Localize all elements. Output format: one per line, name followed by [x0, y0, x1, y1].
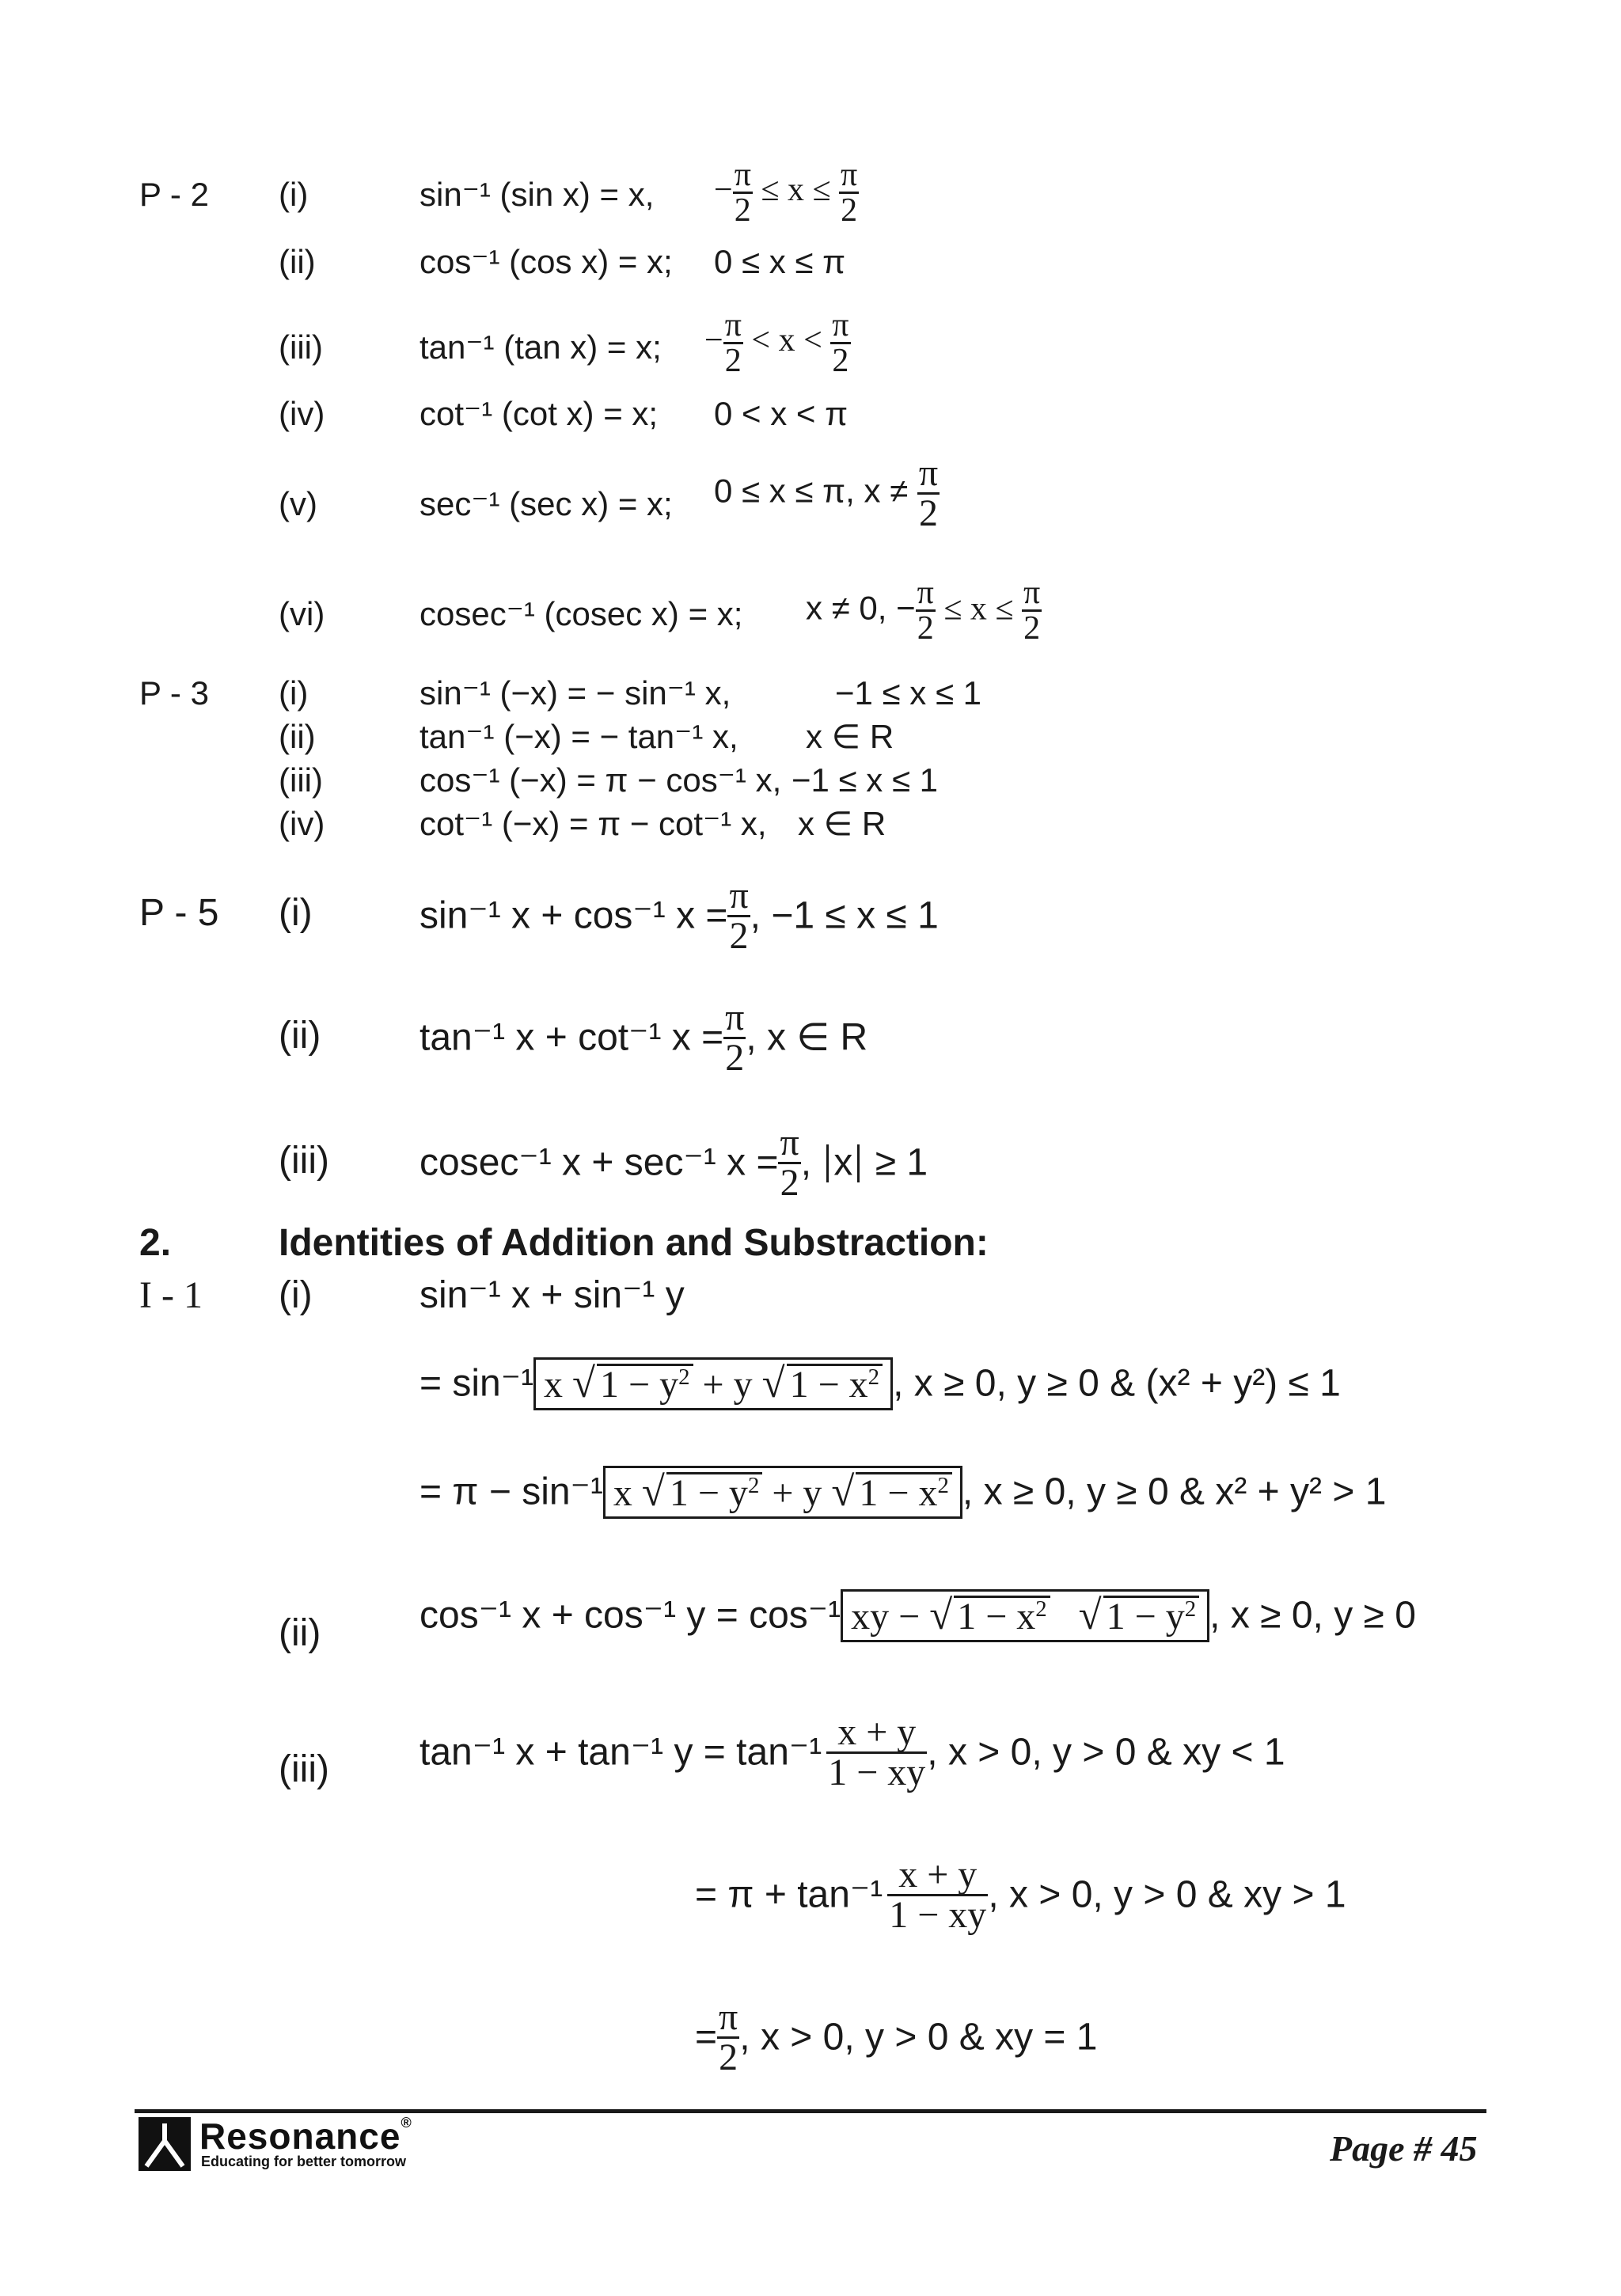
identity-equation: sin⁻¹ x + sin⁻¹ y: [419, 1274, 685, 1316]
identity-condition: x ≠ 0, − $\frac{\pi}{2}$ ≤ x ≤ $\frac{\pi}{2}$: [806, 575, 1041, 647]
identity-equation: cos⁻¹ (−x) = π − cos⁻¹ x,: [419, 761, 782, 799]
section-tag-i1: I - 1: [139, 1274, 203, 1316]
footer-rule: [135, 2109, 1486, 2113]
bracket-expression: x √ $1 - y^2 + y$ √ $1 - x^2$: [533, 1357, 893, 1410]
item-number: (ii): [279, 1612, 321, 1654]
section-heading: Identities of Addition and Substraction:: [279, 1222, 989, 1264]
identity-equation: tan⁻¹ x + cot⁻¹ x = $\frac{\pi}{2}$ , x ∈ R: [419, 996, 868, 1079]
identity-condition: 0 ≤ x ≤ π: [714, 243, 846, 280]
abs-bar-left: [826, 1144, 829, 1182]
brand-name: Resonance®: [199, 2115, 412, 2157]
identity-equation: tan⁻¹ x + tan⁻¹ y = tan⁻¹ $\frac{x + y}{1 - xy}$ , x > 0, y > 0 & xy < 1: [419, 1711, 1285, 1793]
item-number: (i): [279, 674, 309, 712]
identity-condition: 0 < x < π: [714, 395, 848, 432]
identity-equation: cot⁻¹ (−x) = π − cot⁻¹ x,: [419, 805, 767, 842]
bracket-expression: x √ $1 - y^2 + y$ √ $1 - x^2$: [603, 1466, 962, 1519]
abs-bar-right: [857, 1144, 860, 1182]
identity-equation: sin⁻¹ x + cos⁻¹ x = $\frac{\pi}{2}$ , −1 ≤ x ≤ 1: [419, 875, 939, 957]
identity-condition: − $\frac{\pi}{2}$ < x < $\frac{\pi}{2}$: [704, 307, 849, 379]
identity-expansion: = π − sin⁻¹ x √ $1 - y^2 + y$ √ $1 - x^2$ , x ≥ 0, y ≥ 0 & x² + y² > 1: [419, 1466, 1386, 1519]
identity-condition: x ∈ R: [806, 718, 894, 755]
section-tag-p2: P - 2: [139, 176, 209, 213]
identity-expansion: = sin⁻¹ x √ $1 - y^2 + y$ √ $1 - x^2$ , x ≥ 0, y ≥ 0 & (x² + y²) ≤ 1: [419, 1357, 1341, 1410]
item-number: (v): [279, 485, 317, 522]
identity-equation: tan⁻¹ (−x) = − tan⁻¹ x,: [419, 718, 738, 755]
section-tag-p5: P - 5: [139, 892, 219, 934]
identity-equation: cosec⁻¹ x + sec⁻¹ x = $\frac{\pi}{2}$ , x ≥ 1: [419, 1121, 928, 1204]
item-number: (iv): [279, 805, 325, 842]
item-number: (ii): [279, 1015, 321, 1057]
identity-equation: sin⁻¹ (−x) = − sin⁻¹ x,: [419, 674, 731, 712]
brand-tagline: Educating for better tomorrow: [201, 2154, 407, 2169]
section-number: 2.: [139, 1222, 172, 1264]
identity-expansion: = $\frac{\pi}{2}$ , x > 0, y > 0 & xy = 1: [695, 1996, 1098, 2078]
identity-equation: cos⁻¹ x + cos⁻¹ y = cos⁻¹ xy − √ $1 - x^2$ √ $1 - y^2$ , x ≥ 0, y ≥ 0: [419, 1589, 1416, 1642]
item-number: (iv): [279, 395, 325, 432]
item-number: (iii): [279, 328, 323, 366]
identity-equation: tan⁻¹ (tan x) = x;: [419, 328, 662, 366]
item-number: (i): [279, 892, 313, 934]
identity-condition: −1 ≤ x ≤ 1: [792, 761, 939, 799]
item-number: (iii): [279, 761, 323, 799]
identity-condition: −1 ≤ x ≤ 1: [835, 674, 982, 712]
item-number: (iii): [279, 1140, 329, 1182]
identity-expansion: = π + tan⁻¹ $\frac{x + y}{1 - xy}$ , x > 0, y > 0 & xy > 1: [695, 1854, 1346, 1936]
item-number: (ii): [279, 718, 316, 755]
identity-condition: − $\frac{\pi}{2}$ ≤ x ≤ $\frac{\pi}{2}$: [714, 157, 858, 229]
resonance-logo-icon: [139, 2117, 191, 2171]
identity-equation: cot⁻¹ (cot x) = x;: [419, 395, 659, 432]
section-tag-p3: P - 3: [139, 674, 209, 712]
item-number: (vi): [279, 595, 325, 632]
item-number: (ii): [279, 243, 316, 280]
page-number: Page # 45: [1330, 2128, 1478, 2169]
identity-equation: sin⁻¹ (sin x) = x,: [419, 176, 655, 213]
item-number: (i): [279, 176, 309, 213]
identity-equation: cosec⁻¹ (cosec x) = x;: [419, 595, 743, 632]
identity-condition: 0 ≤ x ≤ π, x ≠ $\frac{\pi}{2}$: [714, 452, 939, 534]
bracket-expression: xy − √ $1 - x^2$ √ $1 - y^2$: [841, 1589, 1209, 1642]
item-number: (iii): [279, 1748, 329, 1790]
identity-equation: cos⁻¹ (cos x) = x;: [419, 243, 673, 280]
item-number: (i): [279, 1274, 313, 1316]
identity-condition: x ∈ R: [798, 805, 886, 842]
identity-equation: sec⁻¹ (sec x) = x;: [419, 485, 673, 522]
